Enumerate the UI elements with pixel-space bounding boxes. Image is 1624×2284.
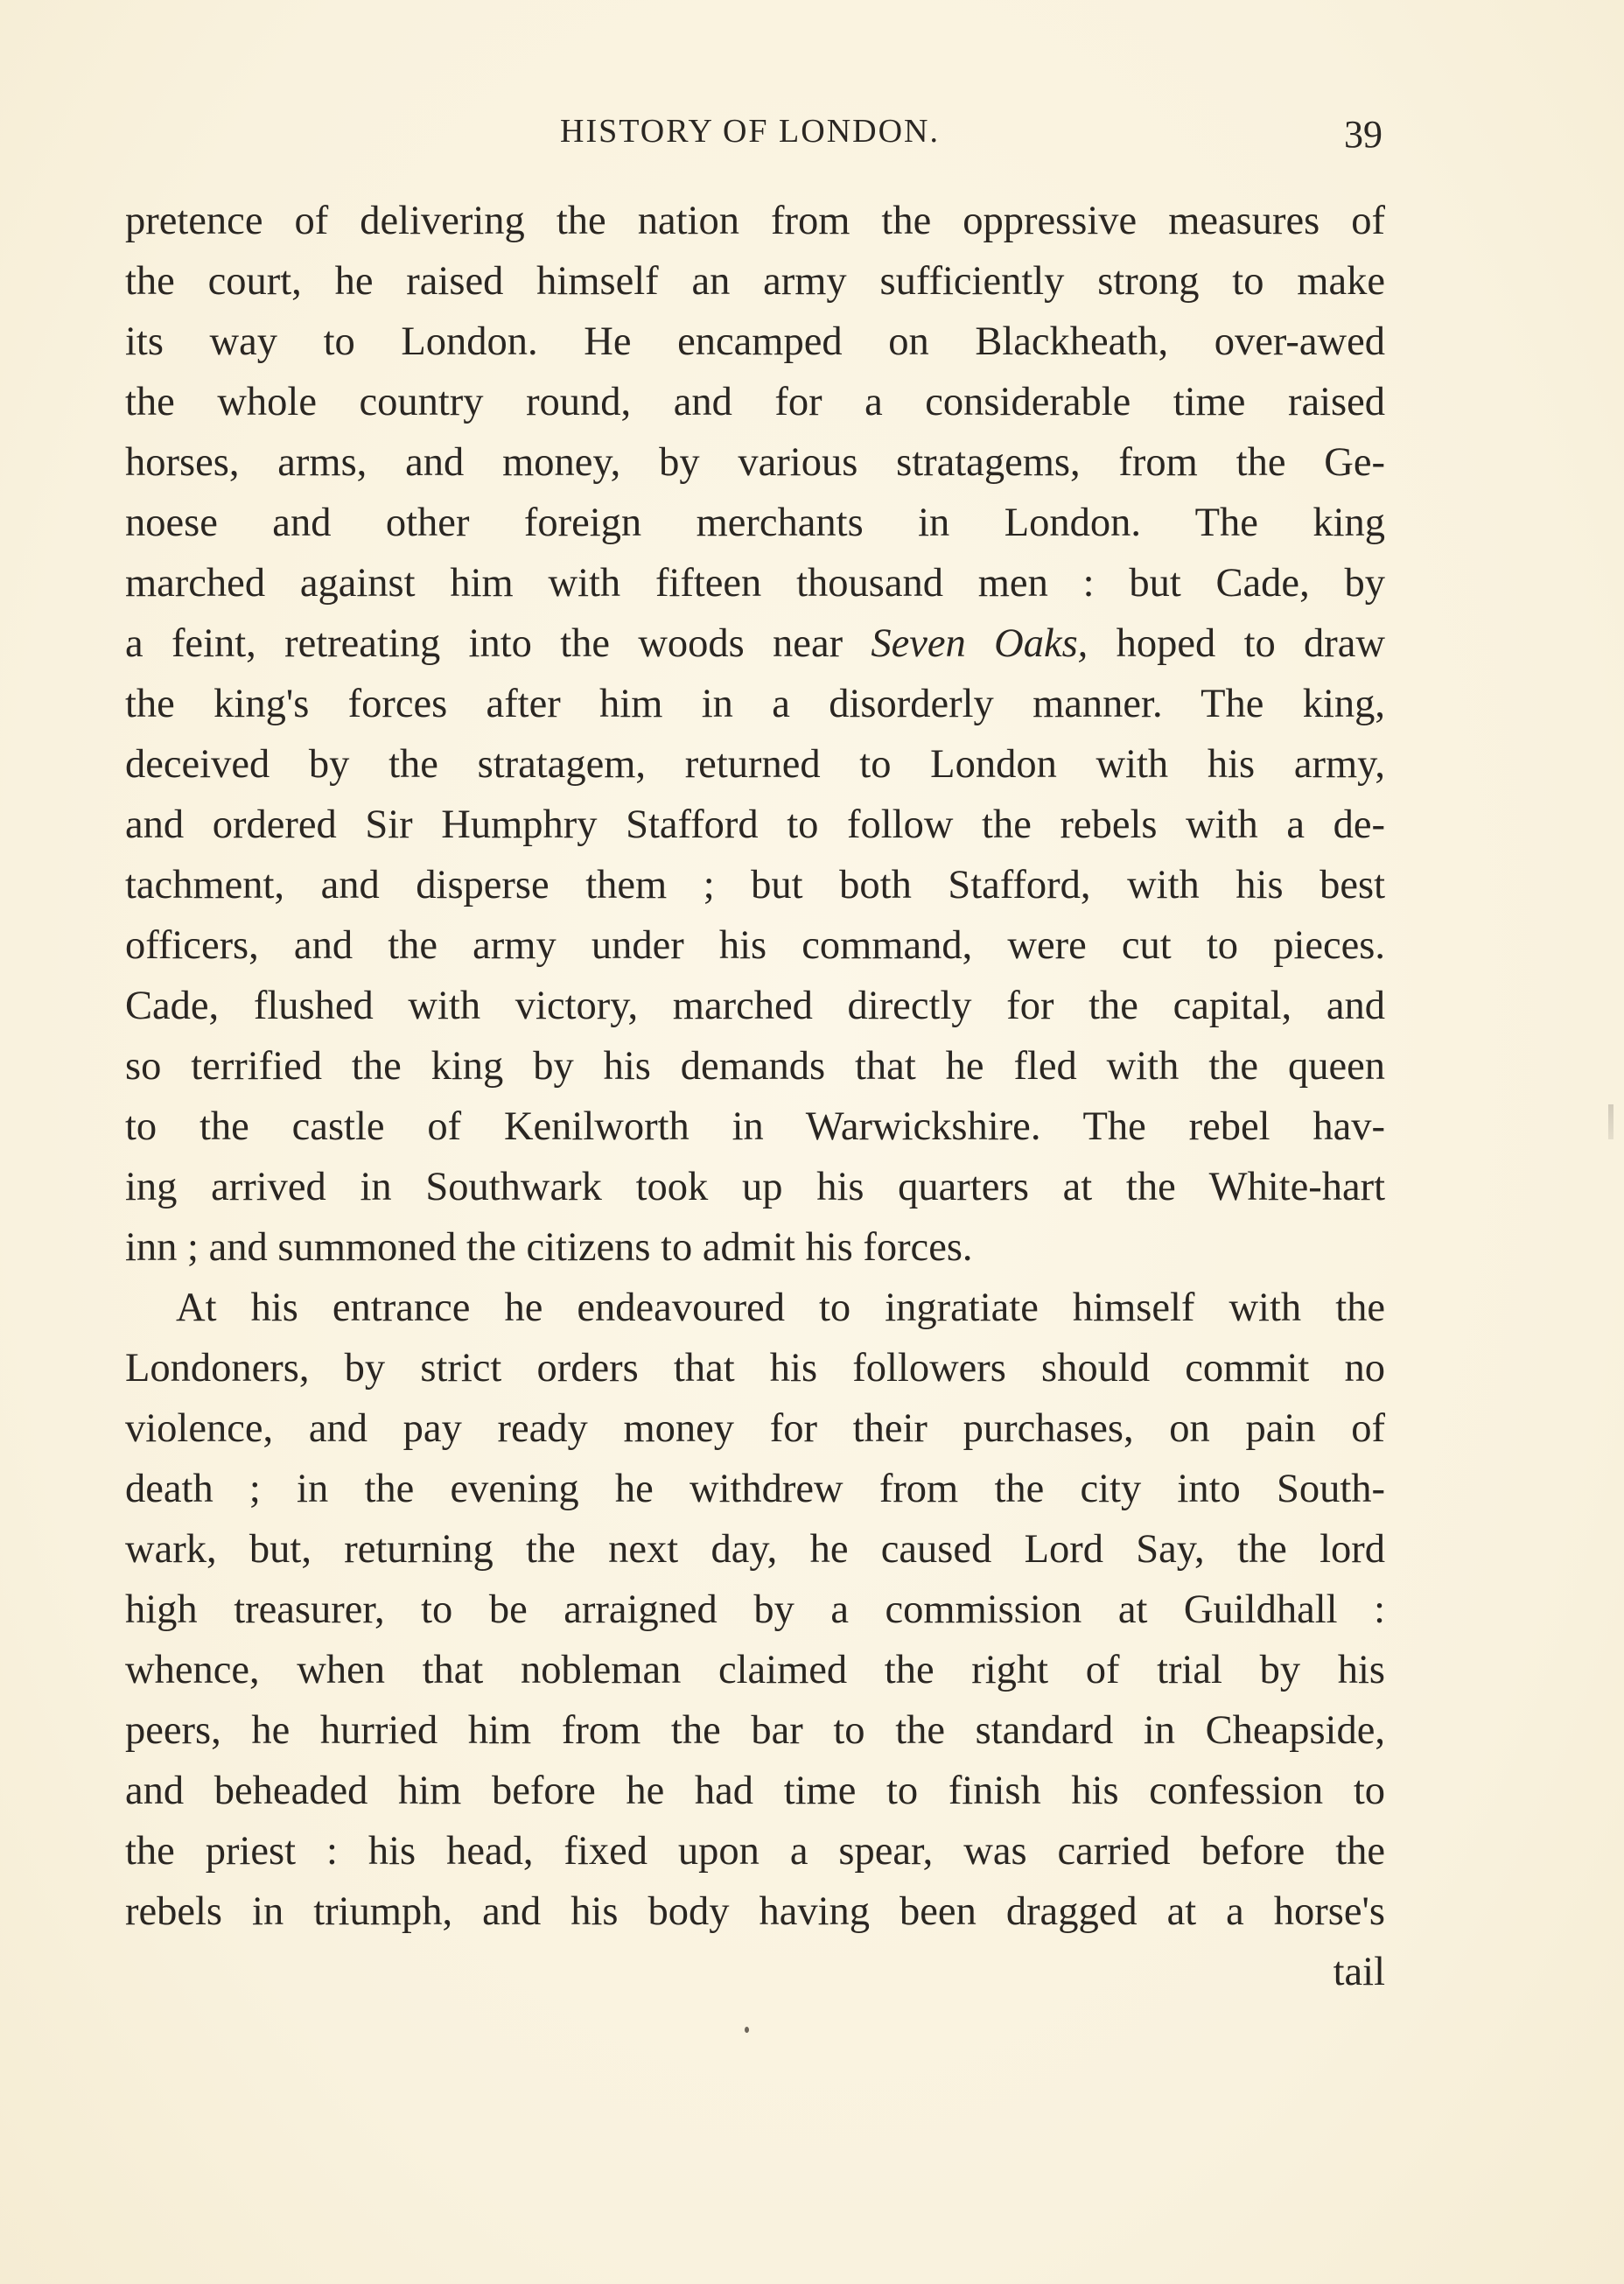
text-line: and ordered Sir Humphry Stafford to follow the rebels with a de-: [125, 802, 1385, 847]
text-line: ing arrived in Southwark took up his quarters at the White-hart: [125, 1165, 1385, 1209]
text-line: the whole country round, and for a considerable time raised: [125, 380, 1385, 424]
text-line: its way to London. He encamped on Blackheath, over-awed: [125, 319, 1385, 364]
text-line: whence, when that nobleman claimed the right of trial by his: [125, 1648, 1385, 1692]
paragraph-last-line: inn ; and summoned the citizens to admit his forces.: [125, 1225, 973, 1270]
text-line-start: a feint, retreating into the woods near: [125, 621, 844, 666]
text-line: the priest : his head, fixed upon a spear, was carried before the: [125, 1829, 1385, 1874]
text-line: officers, and the army under his command, were cut to pieces.: [125, 923, 1385, 968]
ink-speck: [745, 2027, 749, 2033]
text-line: and beheaded him before he had time to finish his confession to: [125, 1769, 1385, 1813]
text-line: rebels in triumph, and his body having been dragged at a horse's: [125, 1889, 1385, 1934]
text-line: Londoners, by strict orders that his followers should commit no: [125, 1346, 1385, 1391]
text-line: noese and other foreign merchants in London. The king: [125, 501, 1385, 545]
body-text: [125, 191, 1385, 2002]
text-line: peers, he hurried him from the bar to the standard in Cheapside,: [125, 1708, 1385, 1753]
text-line: marched against him with fifteen thousand men : but Cade, by: [125, 561, 1385, 606]
text-line: the king's forces after him in a disorderly manner. The king,: [125, 682, 1385, 726]
text-line: horses, arms, and money, by various stratagems, from the Ge-: [125, 440, 1385, 485]
text-line-end: hoped to draw: [1116, 621, 1386, 666]
place-name-italic: Seven Oaks,: [871, 621, 1088, 666]
paragraph-first-line: At his entrance he endeavoured to ingratiate himself with the: [176, 1286, 1385, 1330]
running-head-title: HISTORY OF LONDON.: [560, 113, 940, 150]
text-line: violence, and pay ready money for their purchases, on pain of: [125, 1406, 1385, 1451]
text-line: wark, but, returning the next day, he caused Lord Say, the lord: [125, 1527, 1385, 1572]
text-line: high treasurer, to be arraigned by a commission at Guildhall :: [125, 1587, 1385, 1632]
text-line: the court, he raised himself an army sufficiently strong to make: [125, 259, 1385, 304]
text-line-with-italic: [125, 613, 1385, 674]
text-line: tachment, and disperse them ; but both Stafford, with his best: [125, 863, 1385, 907]
page-number: 39: [1344, 113, 1382, 156]
catchword: tail: [1333, 1950, 1385, 1994]
text-line: so terrified the king by his demands that he fled with the queen: [125, 1044, 1385, 1089]
text-line: deceived by the stratagem, returned to London with his army,: [125, 742, 1385, 787]
page-edge-mark: [1608, 1104, 1614, 1139]
text-line: Cade, flushed with victory, marched directly for the capital, and: [125, 984, 1385, 1028]
text-line: death ; in the evening he withdrew from the city into South-: [125, 1467, 1385, 1511]
text-line: pretence of delivering the nation from the oppressive measures of: [125, 199, 1385, 243]
text-line: to the castle of Kenilworth in Warwickshire. The rebel hav-: [125, 1104, 1385, 1149]
